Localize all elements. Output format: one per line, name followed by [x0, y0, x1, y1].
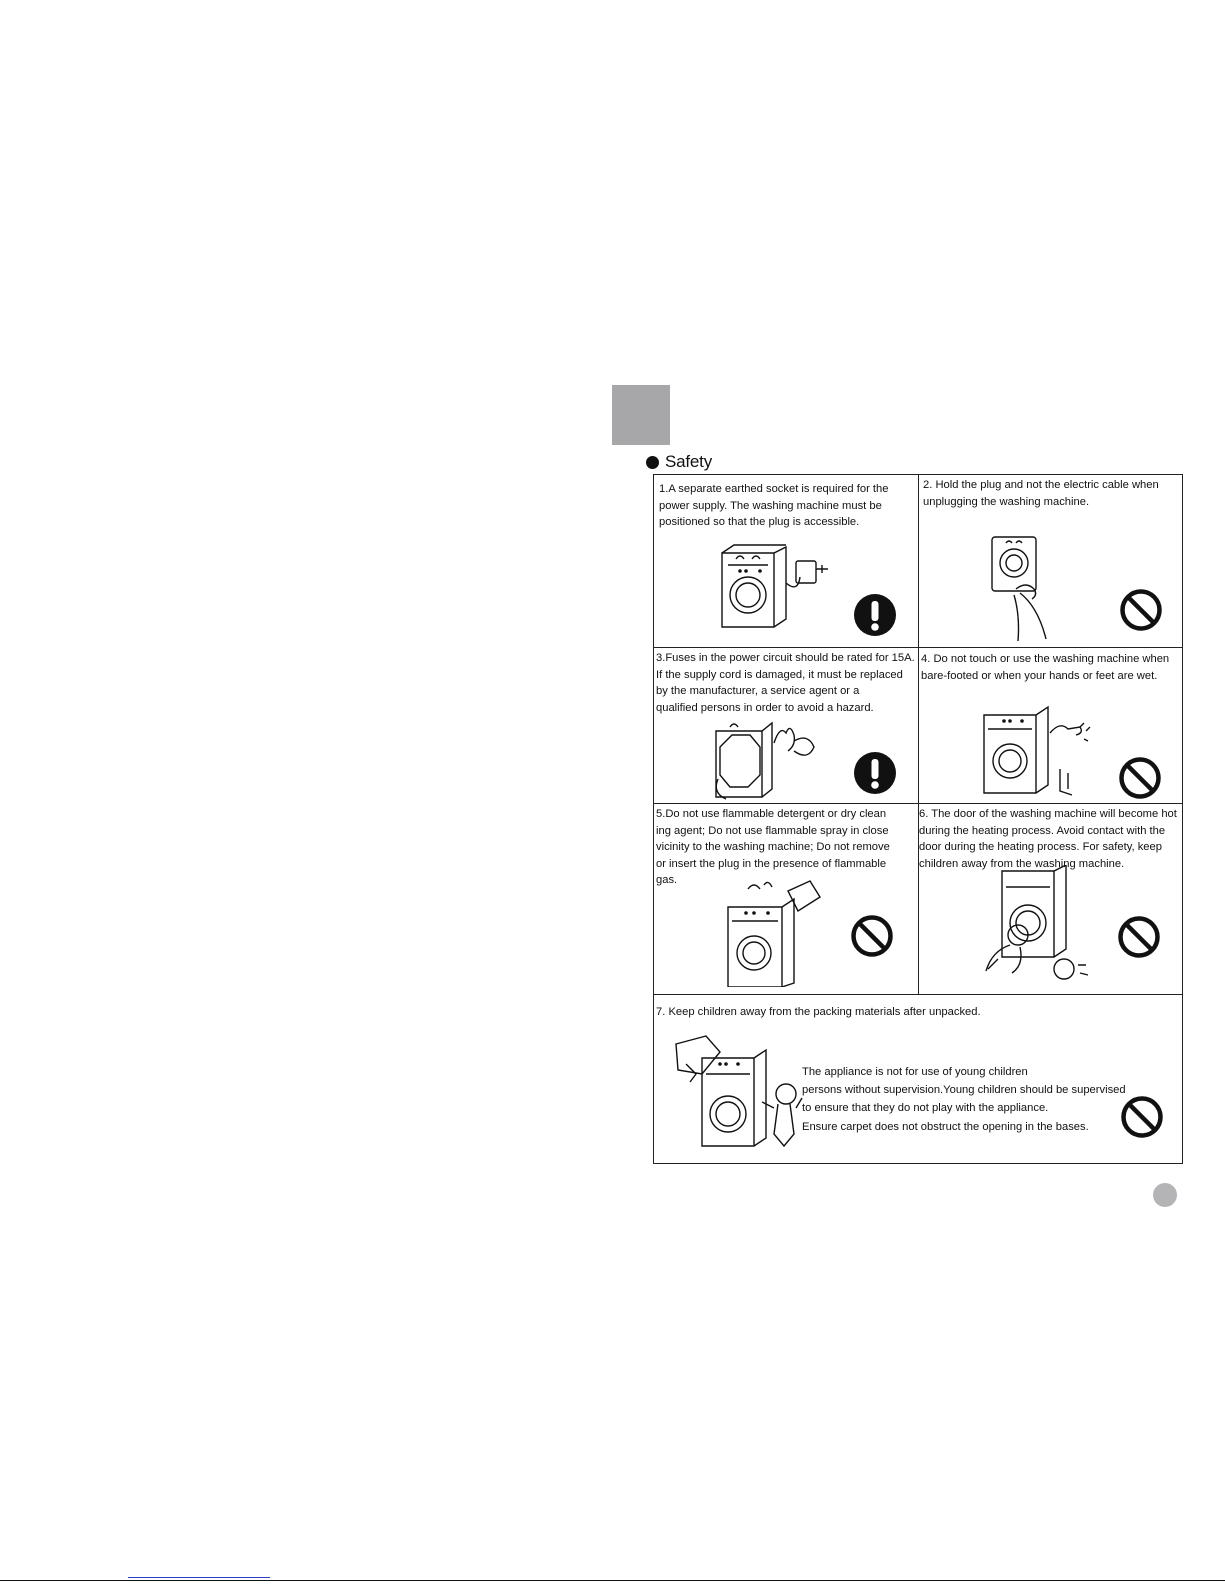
page-number-marker	[1153, 1183, 1177, 1207]
packing-materials-illustration	[672, 1034, 804, 1150]
wet-hand-illustration	[980, 703, 1100, 799]
mandatory-exclamation-icon	[853, 593, 897, 637]
safety-item-7-supervision-note: The appliance is not for use of young children persons without supervision.Young children should be supervised to ensure that they do not play with the appliance. Ensure carpet does not obstruct the opening in the bases.	[802, 1066, 1126, 1133]
safety-item-6	[918, 803, 1184, 994]
safety-item-2	[918, 475, 1184, 647]
spray-can-illustration	[724, 875, 834, 987]
hand-unplugging-illustration	[986, 533, 1066, 645]
section-title: Safety	[665, 452, 712, 471]
safety-item-3	[654, 647, 918, 803]
prohibition-icon	[1119, 588, 1163, 632]
child-and-hot-door-illustration	[980, 865, 1100, 987]
bullet-icon	[646, 456, 659, 469]
safety-item-4-text: 4. Do not touch or use the washing machine when bare-footed or when your hands or feet are wet.	[921, 653, 1170, 682]
safety-instructions-table	[653, 474, 1183, 1164]
safety-item-7	[654, 994, 1184, 1165]
section-heading	[646, 451, 712, 473]
safety-item-1-text: 1.A separate earthed socket is required for the power supply. The washing machine must be positioned so that the plug is accessible.	[659, 483, 889, 528]
chapter-tab	[612, 385, 670, 445]
safety-item-6-text: 6. The door of the washing machine will become hot during the heating process. Avoid contact with the door during the heating process. For safety, keep children away from the washing machine.	[919, 808, 1177, 870]
safety-item-1	[654, 475, 918, 647]
prohibition-icon	[1118, 756, 1162, 800]
safety-item-4	[918, 647, 1184, 803]
mandatory-exclamation-icon	[853, 751, 897, 795]
footer-rule	[0, 1580, 1225, 1581]
safety-item-5-text: 5.Do not use flammable detergent or dry clean ing agent; Do not use flammable spray in close vicinity to the washing machine; Do not remove or insert the plug in the presence of flammable gas.	[656, 808, 890, 886]
safety-item-5	[654, 803, 918, 994]
safety-item-2-text: 2. Hold the plug and not the electric cable when unplugging the washing machine.	[923, 479, 1159, 508]
safety-item-3-text: 3.Fuses in the power circuit should be rated for 15A. If the supply cord is damaged, it must be replaced by the manufacturer, a service agent or a qualified persons in order to avoid a hazard.	[656, 652, 915, 714]
washing-machine-plug-illustration	[714, 543, 834, 633]
prohibition-icon	[850, 914, 894, 958]
prohibition-icon	[1117, 915, 1161, 959]
footer-link-underline	[128, 1577, 270, 1578]
prohibition-icon	[1120, 1095, 1164, 1139]
safety-item-7-text: 7. Keep children away from the packing materials after unpacked.	[656, 1006, 981, 1018]
damaged-cord-illustration	[710, 719, 820, 801]
